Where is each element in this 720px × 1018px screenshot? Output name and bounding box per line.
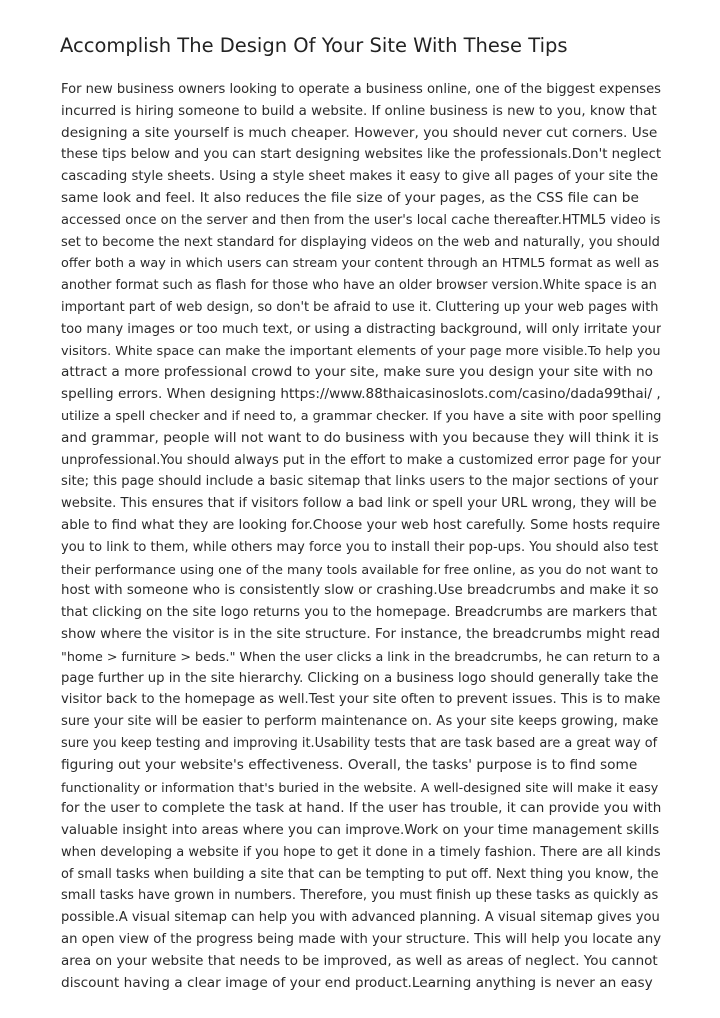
body-text-line: an open view of the progress being made with your structure. This will help you locate any [61, 932, 661, 948]
body-text-line: when developing a website if you hope to get it done in a timely fashion. There are all kinds [61, 844, 661, 860]
body-text-line: sure you keep testing and improving it.Usability tests that are task based are a great way of [61, 735, 658, 751]
body-text-line: able to find what they are looking for.Choose your web host carefully. Some hosts require [61, 517, 661, 533]
body-text-line: area on your website that needs to be improved, as well as areas of neglect. You cannot [61, 952, 658, 969]
body-text-line: important part of web design, so don't be afraid to use it. Cluttering up your web pages with [61, 299, 659, 315]
body-text-line: possible.A visual sitemap can help you with advanced planning. A visual sitemap gives you [61, 910, 660, 926]
body-text-line: For new business owners looking to operate a business online, one of the biggest expenses [61, 82, 661, 97]
body-text-line: and grammar, people will not want to do business with you because they will think it is [61, 429, 659, 446]
body-text-line: visitor back to the homepage as well.Test your site often to prevent issues. This is to make [61, 692, 661, 708]
body-text-line: host with someone who is consistently slow or crashing.Use breadcrumbs and make it so [61, 583, 659, 599]
body-text-line: you to link to them, while others may force you to install their pop-ups. You should also test [61, 539, 659, 555]
body-text-line: visitors. White space can make the important elements of your page more visible.To help you [61, 343, 661, 359]
body-text-line: too many images or too much text, or using a distracting background, will only irritate your [61, 321, 661, 337]
body-text-line: accessed once on the server and then from the user's local cache thereafter.HTML5 video is [61, 212, 661, 228]
body-text-line: functionality or information that's buried in the website. A well-designed site will make it easy [61, 779, 659, 795]
body-text-line: show where the visitor is in the site structure. For instance, the breadcrumbs might read [61, 625, 661, 642]
body-text-line: incurred is hiring someone to build a website. If online business is new to you, know that [61, 103, 657, 119]
body-text-line: page further up in the site hierarchy. Clicking on a business logo should generally take the [61, 670, 659, 686]
body-text-line: set to become the next standard for displaying videos on the web and naturally, you should [61, 234, 660, 250]
body-text-line: unprofessional.You should always put in the effort to make a customized error page for your [61, 452, 661, 468]
body-text-line: of small tasks when building a site that can be tempting to put off. Next thing you know, the [61, 866, 659, 882]
body-text-line: same look and feel. It also reduces the file size of your pages, as the CSS file can be [61, 189, 639, 206]
body-text-line: site; this page should include a basic sitemap that links users to the major sections of your [61, 474, 659, 490]
body-text-line: discount having a clear image of your end product.Learning anything is never an easy [61, 974, 653, 991]
body-text-line: website. This ensures that if visitors follow a bad link or spell your URL wrong, they will be [61, 496, 657, 512]
body-text-line: utilize a spell checker and if need to, a grammar checker. If you have a site with poor spelling [61, 408, 661, 424]
page-title: Accomplish The Design Of Your Site With These Tips [60, 34, 568, 57]
body-text-line: cascading style sheets. Using a style sheet makes it easy to give all pages of your site the [61, 169, 659, 185]
body-text-line: attract a more professional crowd to your site, make sure you design your site with no [61, 364, 654, 381]
body-text-line: valuable insight into areas where you can improve.Work on your time management skills [61, 823, 660, 839]
body-text [61, 79, 661, 994]
body-text-line: small tasks have grown in numbers. Therefore, you must finish up these tasks as quickly as [61, 888, 659, 904]
body-text-line: spelling errors. When designing https://www.88thaicasinoslots.com/casino/dada99thai/ , [61, 386, 661, 403]
body-text-line: sure your site will be easier to perform maintenance on. As your site keeps growing, make [61, 714, 659, 730]
body-text-line: that clicking on the site logo returns you to the homepage. Breadcrumbs are markers that [61, 605, 658, 621]
body-text-line: these tips below and you can start designing websites like the professionals.Don't neglect [61, 147, 661, 163]
body-text-line: figuring out your website's effectiveness. Overall, the tasks' purpose is to find some [61, 756, 638, 773]
body-text-line: another format such as flash for those who have an older browser version.White space is an [61, 278, 657, 294]
body-text-line: "home > furniture > beds." When the user clicks a link in the breadcrumbs, he can return to a [61, 648, 661, 664]
body-text-line: their performance using one of the many tools available for free online, as you do not want to [61, 561, 659, 577]
body-text-line: designing a site yourself is much cheaper. However, you should never cut corners. Use [61, 124, 658, 141]
body-text-line: for the user to complete the task at hand. If the user has trouble, it can provide you with [61, 800, 661, 817]
body-text-line: offer both a way in which users can stream your content through an HTML5 format as well as [61, 256, 660, 272]
